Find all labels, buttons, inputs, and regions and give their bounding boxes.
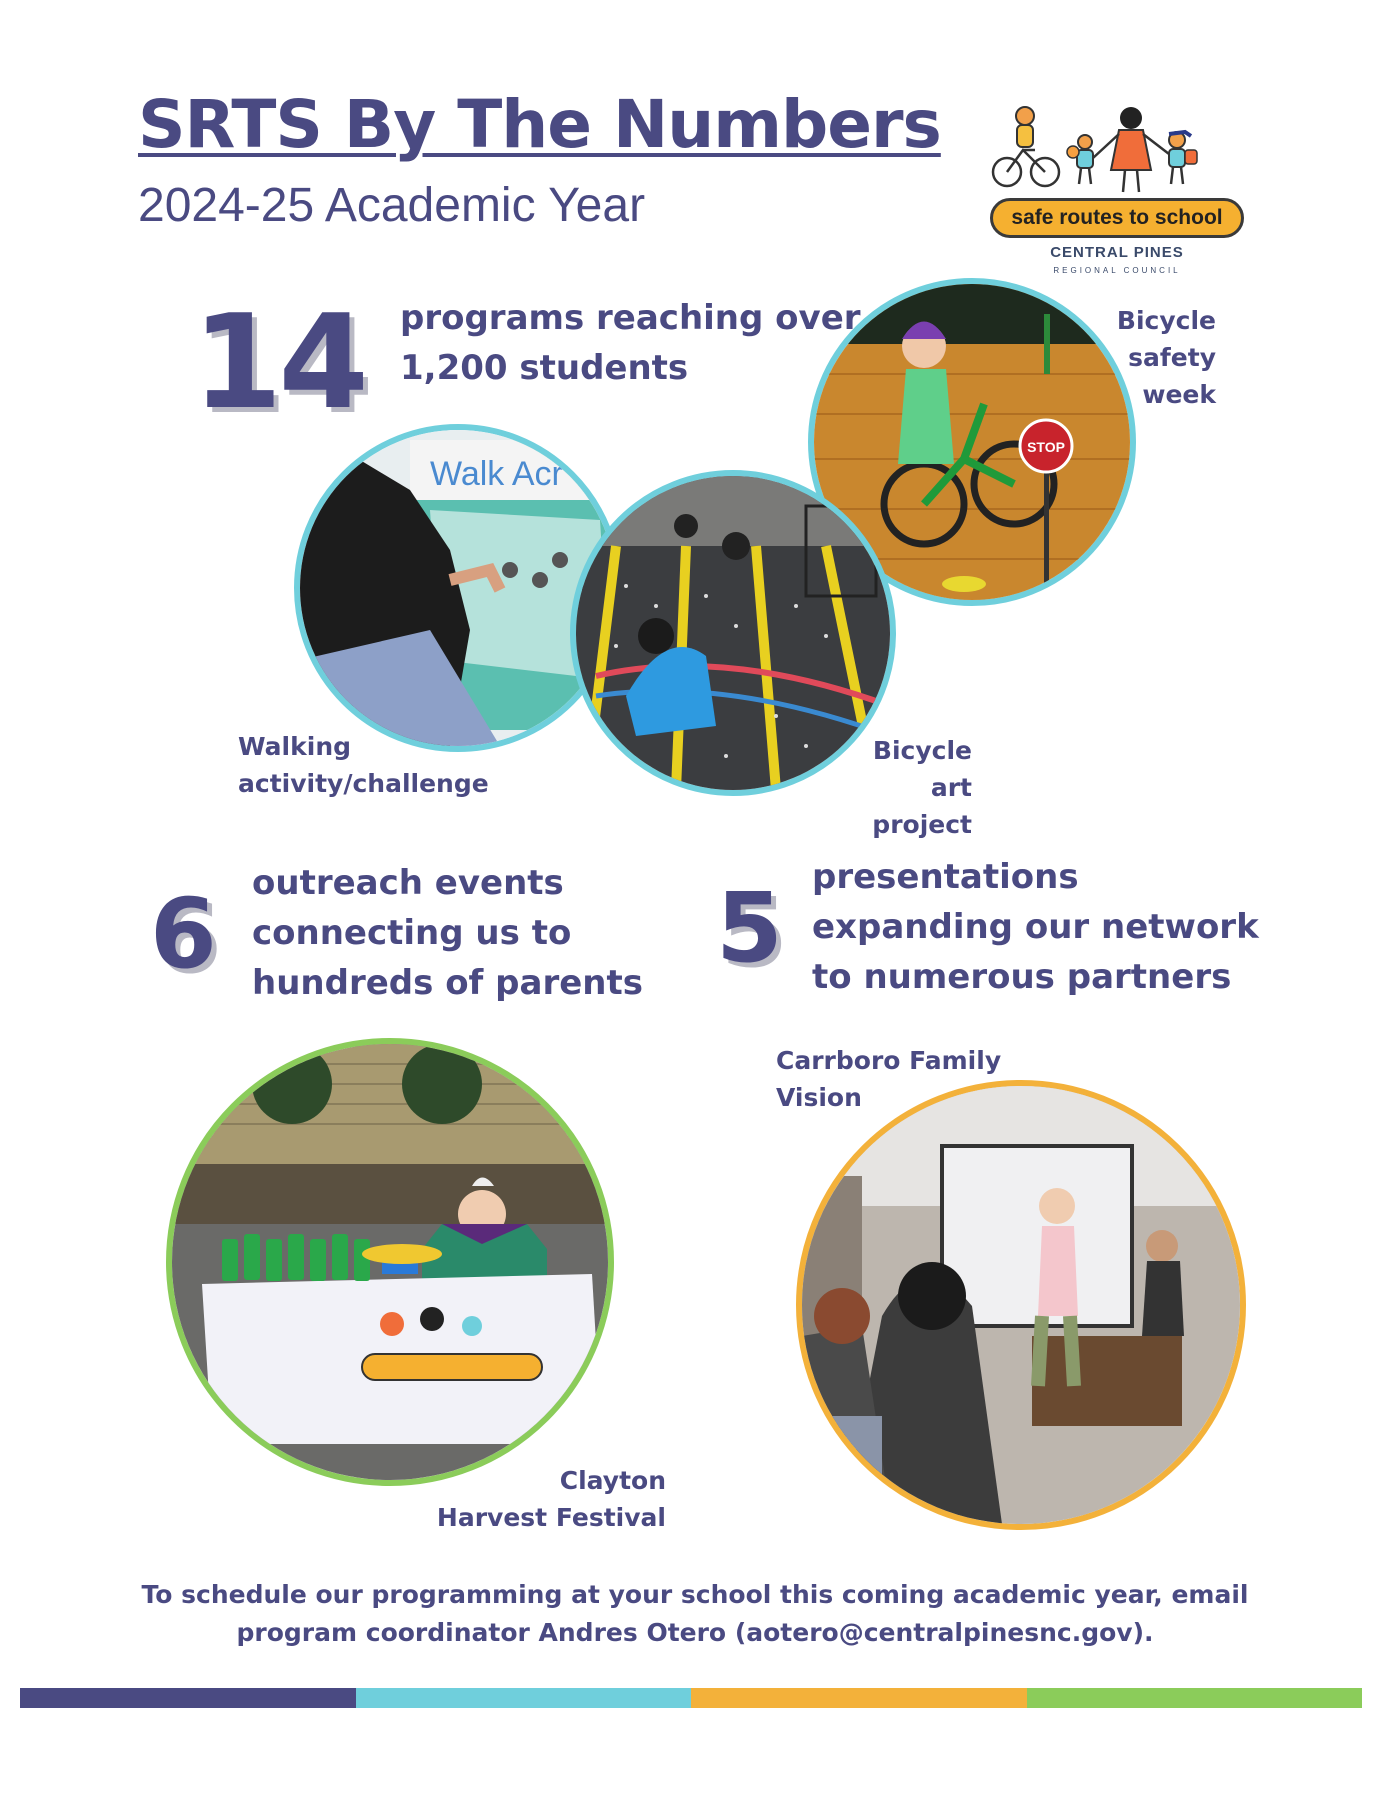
color-bar-orange — [691, 1688, 1027, 1708]
stop-sign-text: STOP — [1027, 439, 1065, 455]
stat-line: 1,200 students — [400, 348, 689, 388]
caption-line: activity/challenge — [238, 769, 489, 798]
footer-line: program coordinator Andres Otero (aotero@centralpinesnc.gov). — [236, 1618, 1154, 1647]
stat-text-presentations — [812, 852, 1259, 1002]
stat-text-outreach — [252, 858, 643, 1008]
srts-logo — [985, 100, 1245, 280]
stat-line: outreach events — [252, 863, 564, 903]
walk-map-text: Walk Acr — [430, 455, 563, 493]
caption-line: Carrboro Family — [776, 1046, 1002, 1075]
caption-line: Walking — [238, 732, 352, 761]
photo-walking-activity — [294, 424, 622, 752]
caption-line: art project — [872, 773, 972, 839]
stat-line: presentations — [812, 857, 1079, 897]
photo-clayton-festival — [166, 1038, 614, 1486]
stat-line: expanding our network — [812, 907, 1259, 947]
stat-line: to numerous partners — [812, 957, 1232, 997]
logo-figures-icon — [985, 100, 1245, 200]
footer-line: To schedule our programming at your school this coming academic year, email — [141, 1580, 1249, 1609]
color-bar-green — [1027, 1688, 1363, 1708]
logo-org: CENTRAL PINES — [1050, 244, 1184, 261]
stat-number-outreach: 6 — [150, 878, 213, 990]
stat-line: hundreds of parents — [252, 963, 643, 1003]
page-subtitle: 2024-25 Academic Year — [138, 179, 646, 232]
logo-name: safe routes to school — [990, 198, 1244, 238]
footer-contact — [100, 1576, 1290, 1652]
caption-line: safety — [1128, 343, 1216, 372]
logo-org-sub: REGIONAL COUNCIL — [1053, 266, 1181, 275]
caption-line: Vision — [776, 1083, 862, 1112]
footer-color-bar — [20, 1688, 1362, 1708]
caption-clayton — [420, 1462, 666, 1536]
caption-line: Harvest Festival — [436, 1503, 666, 1532]
stat-line: connecting us to — [252, 913, 572, 953]
stat-text-programs — [400, 293, 861, 393]
stat-number-presentations: 5 — [716, 872, 779, 984]
caption-line: week — [1142, 380, 1216, 409]
caption-line: Bicycle — [1116, 306, 1216, 335]
color-bar-teal — [356, 1688, 692, 1708]
caption-bicycle-safety — [1100, 302, 1216, 413]
color-bar-navy — [20, 1688, 356, 1708]
caption-line: Clayton — [559, 1466, 666, 1495]
photo-carrboro-presentation — [796, 1080, 1246, 1530]
stat-line: programs reaching over — [400, 298, 861, 338]
page-title: SRTS By The Numbers — [138, 86, 941, 163]
caption-bicycle-art — [830, 732, 972, 843]
caption-walking — [238, 728, 489, 802]
caption-line: Bicycle — [872, 736, 972, 765]
stat-number-programs: 14 — [192, 286, 365, 438]
